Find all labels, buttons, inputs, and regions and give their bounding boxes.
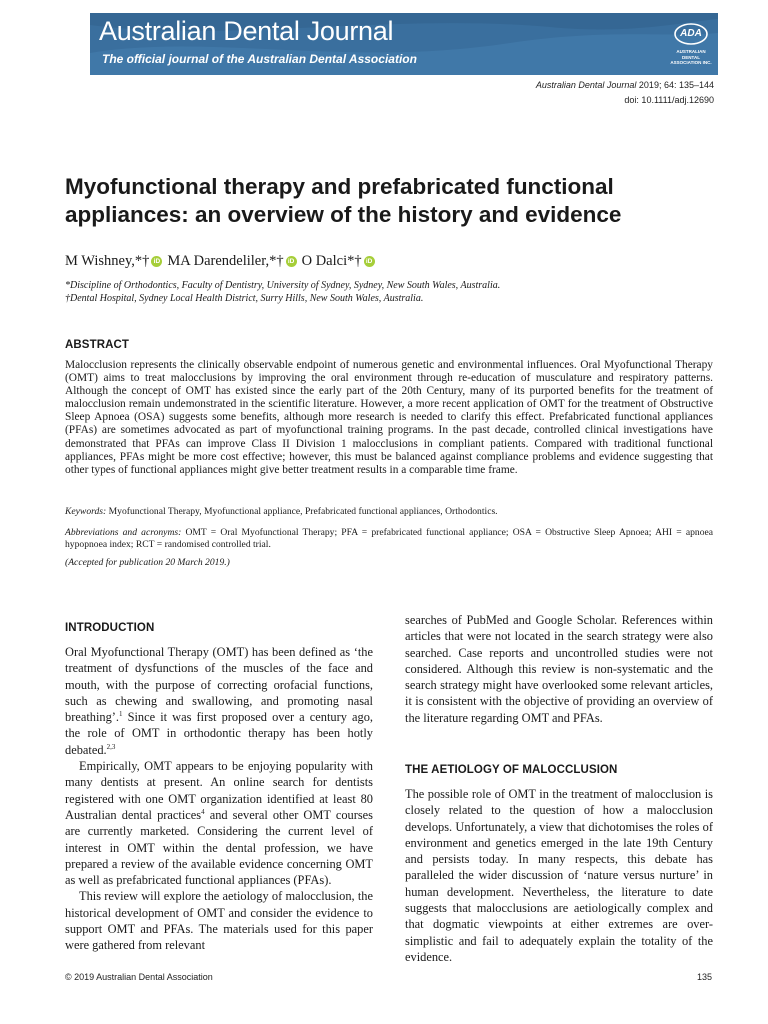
accepted-date: (Accepted for publication 20 March 2019.)	[65, 557, 230, 568]
paragraph: This review will explore the aetiology of malocclusion, the historical development of OMT and consider the evidence to support OMT and PFAs. The materials used for this paper were gathered from relevant	[65, 889, 373, 953]
paragraph	[65, 644, 373, 758]
ada-logo-text: AUSTRALIAN DENTAL ASSOCIATION INC.	[670, 49, 712, 65]
introduction-heading: INTRODUCTION	[65, 622, 155, 634]
copyright: © 2019 Australian Dental Association	[65, 972, 213, 982]
citation	[536, 80, 714, 90]
paragraph	[65, 758, 373, 888]
journal-banner	[90, 13, 718, 75]
author-list	[65, 253, 380, 270]
author-name: MA Darendeliler,*†	[167, 253, 284, 269]
ada-logo-letters: ADA	[680, 28, 702, 39]
paragraph-text: Empirically, OMT appears to be enjoying popularity with many dentists at present. An online search for dentists registered with one OMT organization identified at least 80 Australian dental practices	[65, 759, 373, 822]
reference-link[interactable]: 2,3	[106, 742, 116, 751]
abbreviations-label: Abbreviations and acronyms:	[65, 527, 182, 538]
paragraph: searches of PubMed and Google Scholar. References within articles that were not located in the search strategy were also searched. Case reports and uncontrolled studies were not considered. Although this review is non-systematic and the search strategy might have overlooked some relevant articles, it is consistent with the objective of providing an overview of the literature regarding OMT and PFAs.	[405, 613, 713, 725]
reference-link[interactable]: 1	[119, 710, 123, 719]
orcid-icon[interactable]: iD	[364, 256, 375, 267]
journal-tagline: The official journal of the Australian Dental Association	[102, 52, 417, 66]
introduction-text-continued	[405, 612, 713, 726]
aetiology-heading: THE AETIOLOGY OF MALOCCLUSION	[405, 764, 618, 776]
affiliation-2: †Dental Hospital, Sydney Local Health District, Surry Hills, New South Wales, Australia.	[65, 293, 424, 304]
aetiology-text	[405, 786, 713, 965]
abbreviations-list: OMT = Oral Myofunctional Therapy; PFA = prefabricated functional appliance; OSA = Obstructive Sleep Apnoea; AHI = apnoea hypopnoea index; RCT = randomised controlled trial.	[65, 527, 714, 551]
citation-details: 2019; 64: 135–144	[638, 80, 714, 90]
journal-name: Australian Dental Journal	[99, 16, 394, 46]
paragraph-text: Oral Myofunctional Therapy (OMT) has been defined as ‘the treatment of dysfunctions of the muscles of the face and mouth, with the purpose of correcting orofacial functions, such as chewing and swallowing, and promoting nasal breathing’.	[65, 645, 373, 725]
abbreviations	[65, 527, 713, 552]
keywords-label: Keywords:	[65, 506, 107, 517]
article-title: Myofunctional therapy and prefabricated functional appliances: an overview of the history and evidence	[65, 174, 622, 227]
doi[interactable]: doi: 10.1111/adj.12690	[624, 95, 714, 105]
page-number: 135	[696, 972, 712, 982]
abstract-heading: ABSTRACT	[65, 339, 130, 351]
ada-logo	[670, 19, 712, 71]
reference-link[interactable]: 4	[201, 807, 205, 816]
author-name: O Dalci*†	[301, 253, 362, 269]
keywords-list: Myofunctional Therapy, Myofunctional appliance, Prefabricated functional appliances, Orthodontics.	[108, 506, 498, 517]
keywords	[65, 506, 713, 518]
paragraph-text: Since it was first proposed over a century ago, the role of OMT in orthodontic therapy has been hotly debated.	[65, 710, 373, 757]
orcid-icon[interactable]: iD	[286, 256, 297, 267]
paragraph-text: and several other OMT courses are currently marketed. Considering the current level of interest in OMT within the dental profession, we have prepared a review of the available evidence concerning OMT as well as prefabricated functional appliances (PFAs).	[65, 807, 373, 888]
affiliation-1: *Discipline of Orthodontics, Faculty of Dentistry, University of Sydney, Sydney, New South Wales, Australia.	[65, 280, 501, 291]
introduction-text	[65, 644, 373, 954]
abstract-text: Malocclusion represents the clinically observable endpoint of numerous genetic and environmental influences. Oral Myofunctional Therapy (OMT) aims to treat malocclusions by improving the oral environment through re-education of musculature and respiratory patterns. Although the concept of OMT has existed since the early part of the 20th Century, many of its purported benefits for the treatment of malocclusion remain undemonstrated in the scientific literature. However, a more recent application of OMT for the treatment of Obstructive Sleep Apnoea (OSA) suggests some benefits, although more research is needed to clarify this effect. Prefabricated functional appliances (PFAs) are sometimes advocated as part of myofunctional training programs. In the past decade, controlled clinical investigations have demonstrated that PFAs can improve Class II Division 1 malocclusions in compliant patients. Compared with traditional functional appliances, PFAs might be more cost effective; however, this must be balanced against compliance problems and evidence suggesting that other types of functional appliances might give better treatment results in a comparable time frame.	[65, 359, 713, 476]
orcid-icon[interactable]: iD	[151, 256, 162, 267]
citation-journal: Australian Dental Journal	[535, 80, 637, 90]
paragraph: The possible role of OMT in the treatment of malocclusion is closely related to the question of how a malocclusion develops. Unfortunately, a view that dichotomises the roles of environment and genetics emerged in the late 19th Century and persists today. In many respects, this debate has paralleled the wider discussion of ‘nature versus nurture’ in human development. Nevertheless, the literature to date suggests that malocclusions are aetiologically complex and that dogmatic viewpoints at either extremes are over-simplistic and fail to adequately explain the totality of the evidence.	[405, 787, 713, 964]
author-name: M Wishney,*†	[65, 253, 150, 269]
